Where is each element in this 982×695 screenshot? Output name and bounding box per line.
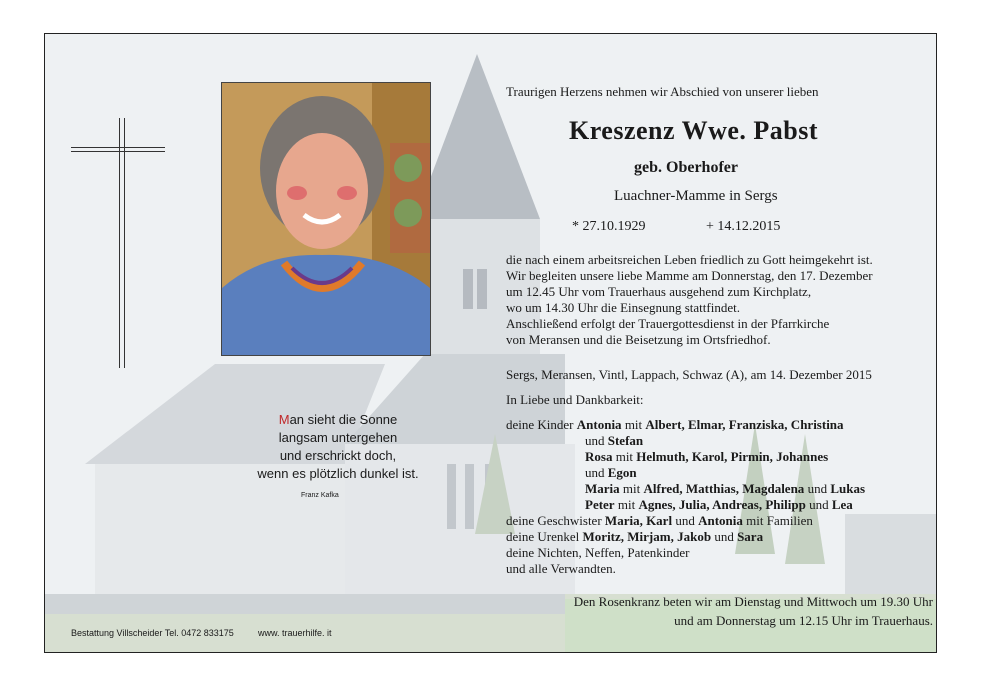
love-gratitude-line: In Liebe und Dankbarkeit: (506, 392, 644, 407)
announcement-line: von Meransen und die Beisetzung im Ortsfriedhof. (506, 332, 771, 347)
mourner-line: Rosa mit Helmuth, Karol, Pirmin, Johannes (585, 449, 829, 464)
website: www. trauerhilfe. it (258, 628, 332, 638)
mourner-line-children: deine Kinder Antonia mit Albert, Elmar, Franziska, Christina (506, 417, 844, 432)
maiden-name: geb. Oberhofer (634, 159, 738, 176)
quote-line: wenn es plötzlich dunkel ist. (257, 466, 419, 481)
obituary-card (44, 33, 937, 653)
quote-line: und erschrickt doch, (279, 448, 397, 463)
announcement-line: um 12.45 Uhr vom Trauerhaus ausgehend zum Kirchplatz, (506, 284, 812, 299)
rosary-line: Den Rosenkranz beten wir am Dienstag und Mittwoch um 19.30 Uhr (573, 594, 933, 609)
mourner-line: deine Nichten, Neffen, Patenkinder (506, 545, 690, 560)
mourner-line-great-grandchildren: deine Urenkel Moritz, Mirjam, Jakob und Sara (506, 529, 764, 544)
quote-initial: M (278, 412, 290, 427)
cross-horizontal-bar (71, 147, 165, 152)
birth-date: * 27.10.1929 (572, 219, 646, 234)
quote-line: langsam untergehen (278, 430, 398, 445)
deceased-name: Kreszenz Wwe. Pabst (569, 116, 818, 145)
mourner-line: Maria mit Alfred, Matthias, Magdalena und Lukas (585, 481, 866, 496)
cross-vertical-bar (119, 118, 125, 368)
death-date: + 14.12.2015 (706, 219, 781, 234)
portrait-photo (221, 82, 431, 356)
mourner-line: und Stefan (585, 433, 644, 448)
mourner-line: Peter mit Agnes, Julia, Andreas, Philipp und Lea (585, 497, 853, 512)
place-date: Sergs, Meransen, Vintl, Lappach, Schwaz (A), am 14. Dezember 2015 (506, 367, 872, 382)
announcement-line: Anschließend erfolgt der Trauergottesdienst in der Pfarrkirche (506, 316, 830, 331)
mourner-line-siblings: deine Geschwister Maria, Karl und Antonia mit Familien (506, 513, 813, 528)
announcement-line: die nach einem arbeitsreichen Leben friedlich zu Gott heimgekehrt ist. (506, 252, 873, 267)
rosary-notice (556, 592, 933, 630)
quote-author: Franz Kafka (301, 492, 339, 499)
mourner-line: und alle Verwandten. (506, 561, 616, 576)
announcement-line: Wir begleiten unsere liebe Mamme am Donnerstag, den 17. Dezember (506, 268, 873, 283)
nickname: Luachner-Mamme in Sergs (614, 188, 778, 204)
funeral-company: Bestattung Villscheider Tel. 0472 833175 (71, 628, 234, 638)
mourner-line: und Egon (585, 465, 637, 480)
rosary-line: und am Donnerstag um 12.15 Uhr im Trauerhaus. (674, 613, 933, 628)
intro-text: Traurigen Herzens nehmen wir Abschied von unserer lieben (506, 84, 819, 99)
quote: Man sieht die Sonne langsam untergehen und erschrickt doch, wenn es plötzlich dunkel ist. (223, 411, 453, 483)
announcement-line: wo um 14.30 Uhr die Einsegnung stattfindet. (506, 300, 740, 315)
